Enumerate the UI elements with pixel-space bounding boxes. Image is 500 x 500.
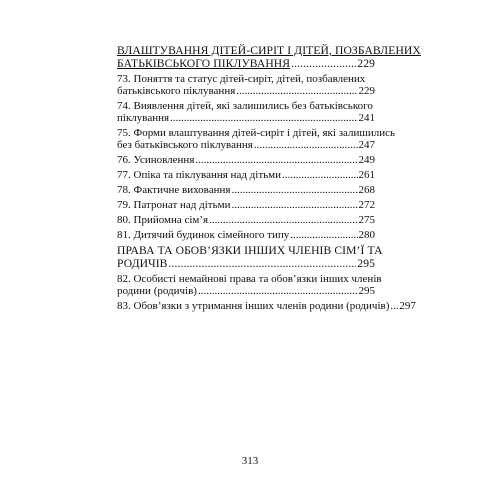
leader-dots bbox=[390, 300, 398, 312]
section-title-line: РОДИЧІВ bbox=[117, 257, 168, 270]
page-ref: 247 bbox=[358, 139, 375, 151]
entry-text: 75. Форми влаштування дітей-сиріт і дітей, які залишились bbox=[117, 127, 396, 139]
entry-last-line bbox=[117, 139, 375, 151]
entry-text: родини (родичів) bbox=[117, 285, 197, 297]
leader-dots bbox=[291, 57, 356, 70]
entry-last-line bbox=[117, 229, 375, 241]
page-ref: 261 bbox=[358, 169, 375, 181]
entry-text: 82. Особисті немайнові права та обов’язки інших членів bbox=[117, 273, 382, 285]
entry-text: 78. Фактичне виховання bbox=[117, 184, 231, 196]
entry-text: 77. Опіка та піклування над дітьми bbox=[117, 169, 282, 181]
leader-dots bbox=[236, 85, 357, 97]
page-number: 313 bbox=[241, 455, 259, 467]
section-title-last-line bbox=[117, 57, 375, 70]
entry-text: без батьківського піклування bbox=[117, 139, 253, 151]
page-ref: 280 bbox=[358, 229, 375, 241]
page-ref: 229 bbox=[357, 57, 375, 70]
entry-last-line bbox=[117, 112, 375, 124]
section-heading bbox=[117, 244, 383, 270]
toc-entry bbox=[117, 214, 375, 226]
entry-text: 81. Дитячий будинок сімейного типу bbox=[117, 229, 290, 241]
leader-dots bbox=[231, 199, 357, 211]
leader-dots bbox=[170, 112, 357, 124]
table-of-contents bbox=[117, 44, 421, 315]
section-title-line: ВЛАШТУВАННЯ ДІТЕЙ-СИРІТ І ДІТЕЙ, ПОЗБАВЛЕНИХ bbox=[117, 44, 421, 57]
entry-text: 73. Поняття та статус дітей-сиріт, дітей, позбавлених bbox=[117, 73, 366, 85]
page-ref: 272 bbox=[358, 199, 375, 211]
entry-text: 83. Обов’язки з утримання інших членів родини (родичів) bbox=[117, 300, 390, 312]
entry-last-line bbox=[117, 285, 375, 297]
toc-entry bbox=[117, 169, 375, 181]
section-heading bbox=[117, 44, 421, 70]
leader-dots bbox=[195, 154, 357, 166]
toc-entry bbox=[117, 100, 375, 124]
entry-last-line bbox=[117, 169, 375, 181]
page-ref: 241 bbox=[358, 112, 375, 124]
toc-entry bbox=[117, 199, 375, 211]
page-ref: 275 bbox=[358, 214, 375, 226]
page-ref: 229 bbox=[358, 85, 375, 97]
page-ref: 295 bbox=[358, 285, 375, 297]
entry-last-line bbox=[117, 85, 375, 97]
leader-dots bbox=[198, 285, 358, 297]
entry-text: 80. Прийомна сім’я bbox=[117, 214, 209, 226]
entry-text: 76. Усиновлення bbox=[117, 154, 195, 166]
page-ref: 295 bbox=[357, 257, 375, 270]
toc-entry bbox=[117, 73, 375, 97]
page-ref: 297 bbox=[399, 300, 416, 312]
entry-text: піклування bbox=[117, 112, 170, 124]
leader-dots bbox=[209, 214, 357, 226]
leader-dots bbox=[282, 169, 357, 181]
toc-entry bbox=[117, 273, 382, 297]
toc-entry bbox=[117, 229, 375, 241]
entry-last-line bbox=[117, 214, 375, 226]
section-title-last-line bbox=[117, 257, 375, 270]
entry-text: батьківського піклування bbox=[117, 85, 236, 97]
page-ref: 249 bbox=[358, 154, 375, 166]
section-title-line: ПРАВА ТА ОБОВ’ЯЗКИ ІНШИХ ЧЛЕНІВ СІМ’Ї ТА bbox=[117, 244, 383, 257]
toc-entry bbox=[117, 127, 396, 151]
entry-last-line bbox=[117, 199, 375, 211]
toc-entry bbox=[117, 300, 416, 312]
entry-text: 74. Виявлення дітей, які залишились без батьківського bbox=[117, 100, 373, 112]
leader-dots bbox=[254, 139, 358, 151]
toc-entry bbox=[117, 184, 375, 196]
entry-text: 79. Патронат над дітьми bbox=[117, 199, 231, 211]
entry-last-line bbox=[117, 300, 416, 312]
entry-last-line bbox=[117, 154, 375, 166]
leader-dots bbox=[169, 257, 357, 270]
toc-entry bbox=[117, 154, 375, 166]
leader-dots bbox=[290, 229, 357, 241]
page-ref: 268 bbox=[358, 184, 375, 196]
section-title-line: БАТЬКІВСЬКОГО ПІКЛУВАННЯ bbox=[117, 57, 291, 70]
entry-last-line bbox=[117, 184, 375, 196]
leader-dots bbox=[231, 184, 357, 196]
